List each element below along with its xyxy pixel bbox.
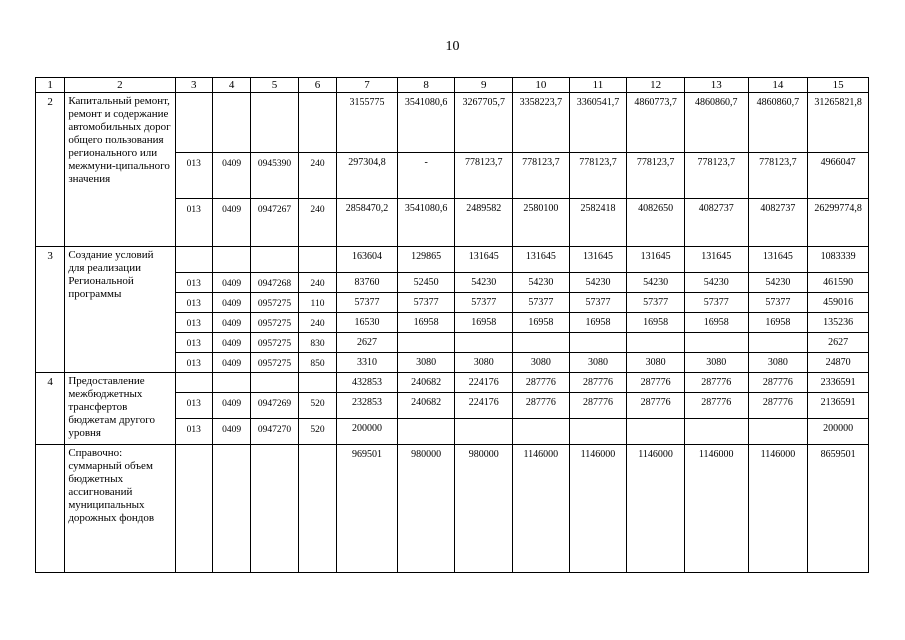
code-cell: 0409 (212, 353, 250, 373)
code-cell (212, 445, 250, 573)
value-cell: 287776 (627, 373, 685, 393)
code-cell: 520 (298, 393, 336, 419)
value-cell: 3360541,7 (569, 93, 627, 153)
code-cell: 240 (298, 199, 336, 247)
value-cell: 129865 (397, 247, 455, 273)
value-cell (455, 333, 513, 353)
header-col-6: 6 (298, 78, 336, 93)
value-cell: 2580100 (513, 199, 570, 247)
value-cell: 57377 (455, 293, 513, 313)
value-cell: 4966047 (808, 153, 869, 199)
header-col-9: 9 (455, 78, 513, 93)
code-cell: 0409 (212, 199, 250, 247)
value-cell: 16958 (513, 313, 570, 333)
value-cell (684, 419, 748, 445)
value-cell: 4860860,7 (748, 93, 808, 153)
value-cell: 224176 (455, 393, 513, 419)
value-cell: - (397, 153, 455, 199)
code-cell (212, 373, 250, 393)
code-cell (251, 247, 299, 273)
value-cell (513, 333, 570, 353)
row-name: Капитальный ремонт, ремонт и содержание автомобильных дорог общего пользования регионального или межмуни-ципального значения (65, 93, 175, 247)
value-cell: 3080 (684, 353, 748, 373)
code-cell: 0409 (212, 153, 250, 199)
value-cell: 57377 (684, 293, 748, 313)
value-cell: 980000 (397, 445, 455, 573)
code-cell: 0947270 (251, 419, 299, 445)
value-cell: 778123,7 (513, 153, 570, 199)
value-cell: 24870 (808, 353, 869, 373)
value-cell (748, 333, 808, 353)
value-cell (397, 333, 455, 353)
value-cell: 16958 (569, 313, 627, 333)
value-cell: 16958 (684, 313, 748, 333)
value-cell: 287776 (627, 393, 685, 419)
value-cell: 163604 (337, 247, 398, 273)
code-cell (298, 247, 336, 273)
code-cell: 240 (298, 153, 336, 199)
value-cell: 287776 (513, 393, 570, 419)
header-col-8: 8 (397, 78, 455, 93)
value-cell: 778123,7 (627, 153, 685, 199)
budget-table (35, 77, 869, 573)
table-row (36, 247, 869, 273)
value-cell: 54230 (627, 273, 685, 293)
value-cell: 8659501 (808, 445, 869, 573)
header-col-12: 12 (627, 78, 685, 93)
value-cell: 287776 (684, 393, 748, 419)
code-cell: 0945390 (251, 153, 299, 199)
row-number: 2 (36, 93, 65, 247)
value-cell: 4082650 (627, 199, 685, 247)
code-cell: 850 (298, 353, 336, 373)
value-cell: 287776 (569, 393, 627, 419)
value-cell: 1146000 (627, 445, 685, 573)
value-cell: 16958 (627, 313, 685, 333)
code-cell: 830 (298, 333, 336, 353)
value-cell: 54230 (684, 273, 748, 293)
value-cell: 2336591 (808, 373, 869, 393)
value-cell (684, 333, 748, 353)
value-cell: 4082737 (748, 199, 808, 247)
value-cell: 131645 (569, 247, 627, 273)
header-col-14: 14 (748, 78, 808, 93)
value-cell: 461590 (808, 273, 869, 293)
table-row (36, 445, 869, 573)
value-cell: 200000 (808, 419, 869, 445)
header-col-5: 5 (251, 78, 299, 93)
code-cell: 0947268 (251, 273, 299, 293)
code-cell: 013 (175, 333, 212, 353)
value-cell: 3080 (748, 353, 808, 373)
code-cell: 013 (175, 419, 212, 445)
value-cell: 224176 (455, 373, 513, 393)
code-cell: 0947269 (251, 393, 299, 419)
value-cell: 459016 (808, 293, 869, 313)
value-cell: 3358223,7 (513, 93, 570, 153)
value-cell: 3080 (397, 353, 455, 373)
code-cell: 0409 (212, 419, 250, 445)
code-cell (251, 445, 299, 573)
value-cell: 3080 (569, 353, 627, 373)
value-cell (513, 419, 570, 445)
value-cell: 1146000 (569, 445, 627, 573)
value-cell: 54230 (748, 273, 808, 293)
header-row (36, 78, 869, 93)
header-col-15: 15 (808, 78, 869, 93)
value-cell: 240682 (397, 373, 455, 393)
value-cell: 1083339 (808, 247, 869, 273)
value-cell: 26299774,8 (808, 199, 869, 247)
value-cell: 3541080,6 (397, 199, 455, 247)
value-cell: 131645 (684, 247, 748, 273)
code-cell (212, 93, 250, 153)
code-cell: 0957275 (251, 333, 299, 353)
value-cell: 31265821,8 (808, 93, 869, 153)
code-cell: 0409 (212, 393, 250, 419)
code-cell (251, 373, 299, 393)
code-cell: 013 (175, 393, 212, 419)
value-cell: 2582418 (569, 199, 627, 247)
code-cell (175, 373, 212, 393)
value-cell: 3541080,6 (397, 93, 455, 153)
value-cell: 131645 (455, 247, 513, 273)
code-cell: 0957275 (251, 293, 299, 313)
value-cell: 2627 (808, 333, 869, 353)
value-cell (455, 419, 513, 445)
value-cell: 54230 (455, 273, 513, 293)
value-cell: 2627 (337, 333, 398, 353)
code-cell: 013 (175, 273, 212, 293)
code-cell: 013 (175, 353, 212, 373)
value-cell: 778123,7 (748, 153, 808, 199)
page-number: 10 (445, 39, 460, 54)
value-cell: 4860860,7 (684, 93, 748, 153)
value-cell: 3080 (513, 353, 570, 373)
value-cell: 287776 (684, 373, 748, 393)
code-cell: 240 (298, 313, 336, 333)
value-cell: 3310 (337, 353, 398, 373)
code-cell: 0409 (212, 333, 250, 353)
value-cell: 16530 (337, 313, 398, 333)
row-name: Создание условий для реализации Региональной программы (65, 247, 175, 373)
row-name: Справочно: суммарный объем бюджетных ассигнований муниципальных дорожных фондов (65, 445, 175, 573)
value-cell: 432853 (337, 373, 398, 393)
value-cell: 3080 (627, 353, 685, 373)
value-cell: 16958 (397, 313, 455, 333)
value-cell: 240682 (397, 393, 455, 419)
value-cell: 131645 (748, 247, 808, 273)
header-col-1: 1 (36, 78, 65, 93)
value-cell (748, 419, 808, 445)
value-cell: 3267705,7 (455, 93, 513, 153)
header-col-2: 2 (65, 78, 175, 93)
code-cell: 0409 (212, 273, 250, 293)
code-cell (251, 93, 299, 153)
value-cell: 778123,7 (684, 153, 748, 199)
value-cell: 57377 (627, 293, 685, 313)
value-cell (627, 419, 685, 445)
code-cell (175, 445, 212, 573)
value-cell: 3080 (455, 353, 513, 373)
value-cell: 57377 (337, 293, 398, 313)
header-col-11: 11 (569, 78, 627, 93)
table-row (36, 93, 869, 153)
value-cell: 4860773,7 (627, 93, 685, 153)
value-cell: 57377 (513, 293, 570, 313)
value-cell: 54230 (569, 273, 627, 293)
value-cell: 778123,7 (569, 153, 627, 199)
code-cell: 013 (175, 153, 212, 199)
code-cell (298, 373, 336, 393)
value-cell: 969501 (337, 445, 398, 573)
header-col-4: 4 (212, 78, 250, 93)
value-cell: 57377 (569, 293, 627, 313)
value-cell: 287776 (513, 373, 570, 393)
value-cell: 3155775 (337, 93, 398, 153)
code-cell (175, 247, 212, 273)
value-cell: 2136591 (808, 393, 869, 419)
header-col-10: 10 (513, 78, 570, 93)
table-row (36, 373, 869, 393)
code-cell: 013 (175, 199, 212, 247)
value-cell: 2489582 (455, 199, 513, 247)
row-number: 4 (36, 373, 65, 445)
header-col-13: 13 (684, 78, 748, 93)
row-number: 3 (36, 247, 65, 373)
code-cell (175, 93, 212, 153)
value-cell: 232853 (337, 393, 398, 419)
value-cell: 57377 (748, 293, 808, 313)
code-cell: 240 (298, 273, 336, 293)
row-name: Предоставление межбюджетных трансфертов бюджетам другого уровня (65, 373, 175, 445)
code-cell: 013 (175, 293, 212, 313)
code-cell: 110 (298, 293, 336, 313)
code-cell: 520 (298, 419, 336, 445)
value-cell: 1146000 (684, 445, 748, 573)
value-cell: 1146000 (748, 445, 808, 573)
value-cell (569, 333, 627, 353)
value-cell: 2858470,2 (337, 199, 398, 247)
header-col-3: 3 (175, 78, 212, 93)
value-cell: 16958 (748, 313, 808, 333)
code-cell (298, 445, 336, 573)
value-cell: 200000 (337, 419, 398, 445)
code-cell: 0409 (212, 293, 250, 313)
value-cell: 297304,8 (337, 153, 398, 199)
code-cell: 0957275 (251, 313, 299, 333)
value-cell: 287776 (748, 373, 808, 393)
value-cell: 57377 (397, 293, 455, 313)
row-number (36, 445, 65, 573)
code-cell: 0409 (212, 313, 250, 333)
value-cell: 135236 (808, 313, 869, 333)
code-cell: 013 (175, 313, 212, 333)
code-cell (298, 93, 336, 153)
code-cell (212, 247, 250, 273)
code-cell: 0957275 (251, 353, 299, 373)
value-cell: 1146000 (513, 445, 570, 573)
value-cell: 16958 (455, 313, 513, 333)
value-cell (569, 419, 627, 445)
value-cell: 287776 (748, 393, 808, 419)
value-cell: 83760 (337, 273, 398, 293)
header-col-7: 7 (337, 78, 398, 93)
value-cell: 980000 (455, 445, 513, 573)
value-cell: 52450 (397, 273, 455, 293)
value-cell: 131645 (513, 247, 570, 273)
value-cell: 287776 (569, 373, 627, 393)
value-cell: 131645 (627, 247, 685, 273)
value-cell (397, 419, 455, 445)
code-cell: 0947267 (251, 199, 299, 247)
value-cell: 778123,7 (455, 153, 513, 199)
value-cell: 4082737 (684, 199, 748, 247)
value-cell: 54230 (513, 273, 570, 293)
value-cell (627, 333, 685, 353)
